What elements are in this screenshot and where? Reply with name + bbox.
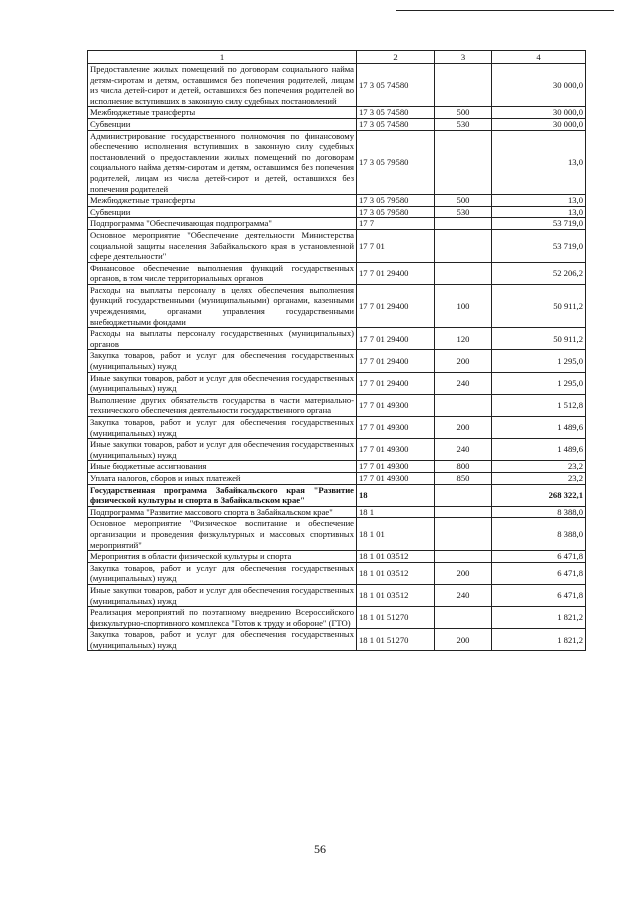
row-code: 17 7 01 29400 xyxy=(357,284,435,327)
row-amount: 53 719,0 xyxy=(492,218,586,230)
row-expense-type xyxy=(435,484,492,506)
row-expense-type xyxy=(435,130,492,195)
row-code: 18 1 01 03512 xyxy=(357,562,435,584)
table-row xyxy=(88,107,586,119)
row-expense-type xyxy=(435,64,492,107)
row-amount: 1 295,0 xyxy=(492,372,586,394)
row-amount: 1 295,0 xyxy=(492,350,586,372)
row-expense-type: 850 xyxy=(435,472,492,484)
row-amount: 23,2 xyxy=(492,472,586,484)
row-expense-type: 200 xyxy=(435,562,492,584)
table-header-row xyxy=(88,51,586,64)
row-code: 18 1 01 51270 xyxy=(357,607,435,629)
table-row xyxy=(88,551,586,563)
table-row xyxy=(88,218,586,230)
row-expense-type xyxy=(435,607,492,629)
table-row xyxy=(88,372,586,394)
row-description: Уплата налогов, сборов и иных платежей xyxy=(88,472,357,484)
row-description: Финансовое обеспечение выполнения функций государственных органов, в том числе территориальных органов xyxy=(88,262,357,284)
row-description: Закупка товаров, работ и услуг для обеспечения государственных (муниципальных) нужд xyxy=(88,350,357,372)
row-expense-type xyxy=(435,218,492,230)
row-code: 17 7 01 29400 xyxy=(357,350,435,372)
row-amount: 30 000,0 xyxy=(492,107,586,119)
row-expense-type: 200 xyxy=(435,629,492,651)
row-code: 17 7 01 49300 xyxy=(357,394,435,416)
table-row xyxy=(88,584,586,606)
row-expense-type: 240 xyxy=(435,372,492,394)
row-code: 17 7 01 29400 xyxy=(357,262,435,284)
row-amount: 1 489,6 xyxy=(492,439,586,461)
row-description: Выполнение других обязательств государства в части материально-технического обеспечения деятельности государственного органа xyxy=(88,394,357,416)
row-expense-type: 100 xyxy=(435,284,492,327)
row-description: Подпрограмма "Обеспечивающая подпрограмма" xyxy=(88,218,357,230)
row-code: 17 3 05 74580 xyxy=(357,107,435,119)
row-amount: 13,0 xyxy=(492,195,586,207)
header-rule xyxy=(396,10,614,11)
row-description: Субвенции xyxy=(88,118,357,130)
row-code: 17 7 xyxy=(357,218,435,230)
row-code: 17 7 01 29400 xyxy=(357,372,435,394)
row-description: Иные бюджетные ассигнования xyxy=(88,461,357,473)
row-code: 17 7 01 49300 xyxy=(357,439,435,461)
table-row xyxy=(88,195,586,207)
row-code: 18 1 01 xyxy=(357,518,435,551)
row-code: 18 1 01 51270 xyxy=(357,629,435,651)
row-amount: 52 206,2 xyxy=(492,262,586,284)
row-amount: 13,0 xyxy=(492,206,586,218)
row-code: 17 7 01 29400 xyxy=(357,328,435,350)
row-amount: 6 471,8 xyxy=(492,551,586,563)
row-description: Иные закупки товаров, работ и услуг для обеспечения государственных (муниципальных) нужд xyxy=(88,372,357,394)
row-code: 17 7 01 xyxy=(357,229,435,262)
row-amount: 1 512,8 xyxy=(492,394,586,416)
row-description: Подпрограмма "Развитие массового спорта в Забайкальском крае" xyxy=(88,506,357,518)
table-row xyxy=(88,130,586,195)
row-code: 18 1 01 03512 xyxy=(357,584,435,606)
row-description: Администрирование государственного полномочия по финансовому обеспечению исполнения вступивших в законную силу судебных постановлений о предоставлении жилых помещений по договорам социального найма детям-сиротам и детям, оставшимся без попечения родителей, лицам из числа детей-сирот и детей, оставшихся без попечения родителей xyxy=(88,130,357,195)
row-code: 18 xyxy=(357,484,435,506)
row-expense-type: 500 xyxy=(435,195,492,207)
header-col-4: 4 xyxy=(492,51,586,64)
row-code: 17 7 01 49300 xyxy=(357,461,435,473)
row-code: 18 1 xyxy=(357,506,435,518)
row-description: Закупка товаров, работ и услуг для обеспечения государственных (муниципальных) нужд xyxy=(88,417,357,439)
header-col-1: 1 xyxy=(88,51,357,64)
row-expense-type: 800 xyxy=(435,461,492,473)
table-row xyxy=(88,328,586,350)
table-row xyxy=(88,394,586,416)
row-amount: 50 911,2 xyxy=(492,328,586,350)
row-expense-type: 530 xyxy=(435,206,492,218)
row-description: Закупка товаров, работ и услуг для обеспечения государственных (муниципальных) нужд xyxy=(88,562,357,584)
row-description: Государственная программа Забайкальского края "Развитие физической культуры и спорта в Забайкальском крае" xyxy=(88,484,357,506)
table-row xyxy=(88,118,586,130)
row-expense-type: 500 xyxy=(435,107,492,119)
row-amount: 53 719,0 xyxy=(492,229,586,262)
row-amount: 1 821,2 xyxy=(492,607,586,629)
table-row xyxy=(88,262,586,284)
table-row xyxy=(88,472,586,484)
row-code: 17 3 05 74580 xyxy=(357,64,435,107)
row-expense-type xyxy=(435,506,492,518)
row-description: Расходы на выплаты персоналу государственных (муниципальных) органов xyxy=(88,328,357,350)
table-row xyxy=(88,607,586,629)
table-row xyxy=(88,417,586,439)
row-amount: 50 911,2 xyxy=(492,284,586,327)
page-number: 56 xyxy=(314,842,326,856)
row-expense-type xyxy=(435,229,492,262)
row-expense-type: 240 xyxy=(435,439,492,461)
row-amount: 30 000,0 xyxy=(492,118,586,130)
table-row xyxy=(88,64,586,107)
table-row xyxy=(88,350,586,372)
row-description: Межбюджетные трансферты xyxy=(88,107,357,119)
header-col-2: 2 xyxy=(357,51,435,64)
row-description: Иные закупки товаров, работ и услуг для обеспечения государственных (муниципальных) нужд xyxy=(88,584,357,606)
row-expense-type: 240 xyxy=(435,584,492,606)
row-code: 18 1 01 03512 xyxy=(357,551,435,563)
table-row xyxy=(88,229,586,262)
row-amount: 268 322,1 xyxy=(492,484,586,506)
row-code: 17 7 01 49300 xyxy=(357,472,435,484)
row-amount: 23,2 xyxy=(492,461,586,473)
row-description: Расходы на выплаты персоналу в целях обеспечения выполнения функций государственными (муниципальными) органами, казенными учреждениями, органами управления государственными внебюджетными фондами xyxy=(88,284,357,327)
row-description: Иные закупки товаров, работ и услуг для обеспечения государственных (муниципальных) нужд xyxy=(88,439,357,461)
header-col-3: 3 xyxy=(435,51,492,64)
row-description: Межбюджетные трансферты xyxy=(88,195,357,207)
row-amount: 30 000,0 xyxy=(492,64,586,107)
row-description: Основное мероприятие "Физическое воспитание и обеспечение организации и проведения физкультурных и массовых спортивных мероприятий" xyxy=(88,518,357,551)
table-row xyxy=(88,518,586,551)
row-code: 17 3 05 79580 xyxy=(357,195,435,207)
table-row xyxy=(88,284,586,327)
row-expense-type: 120 xyxy=(435,328,492,350)
table-row xyxy=(88,629,586,651)
table-row xyxy=(88,439,586,461)
row-amount: 8 388,0 xyxy=(492,518,586,551)
row-code: 17 7 01 49300 xyxy=(357,417,435,439)
table-row xyxy=(88,562,586,584)
row-expense-type: 200 xyxy=(435,417,492,439)
row-amount: 8 388,0 xyxy=(492,506,586,518)
row-amount: 1 489,6 xyxy=(492,417,586,439)
row-amount: 1 821,2 xyxy=(492,629,586,651)
row-description: Предоставление жилых помещений по договорам социального найма детям-сиротам и детям, оставшимся без попечения родителей, лицам из числа детей-сирот и детей, оставшихся без попечения родителей во исполнение вступивших в законную силу судебных постановлений xyxy=(88,64,357,107)
row-amount: 6 471,8 xyxy=(492,562,586,584)
row-expense-type xyxy=(435,262,492,284)
row-description: Субвенции xyxy=(88,206,357,218)
budget-table xyxy=(87,50,586,651)
table-row xyxy=(88,461,586,473)
row-code: 17 3 05 74580 xyxy=(357,118,435,130)
row-description: Мероприятия в области физической культуры и спорта xyxy=(88,551,357,563)
row-amount: 6 471,8 xyxy=(492,584,586,606)
row-description: Реализация мероприятий по поэтапному внедрению Всероссийского физкультурно-спортивного комплекса "Готов к труду и обороне" (ГТО) xyxy=(88,607,357,629)
row-code: 17 3 05 79580 xyxy=(357,206,435,218)
table-row xyxy=(88,484,586,506)
table-row xyxy=(88,506,586,518)
row-expense-type xyxy=(435,551,492,563)
row-expense-type xyxy=(435,518,492,551)
row-expense-type: 530 xyxy=(435,118,492,130)
row-expense-type: 200 xyxy=(435,350,492,372)
row-expense-type xyxy=(435,394,492,416)
row-description: Основное мероприятие "Обеспечение деятельности Министерства социальной защиты населения Забайкальского края в установленной сфере деятельности" xyxy=(88,229,357,262)
row-code: 17 3 05 79580 xyxy=(357,130,435,195)
table-row xyxy=(88,206,586,218)
row-amount: 13,0 xyxy=(492,130,586,195)
row-description: Закупка товаров, работ и услуг для обеспечения государственных (муниципальных) нужд xyxy=(88,629,357,651)
